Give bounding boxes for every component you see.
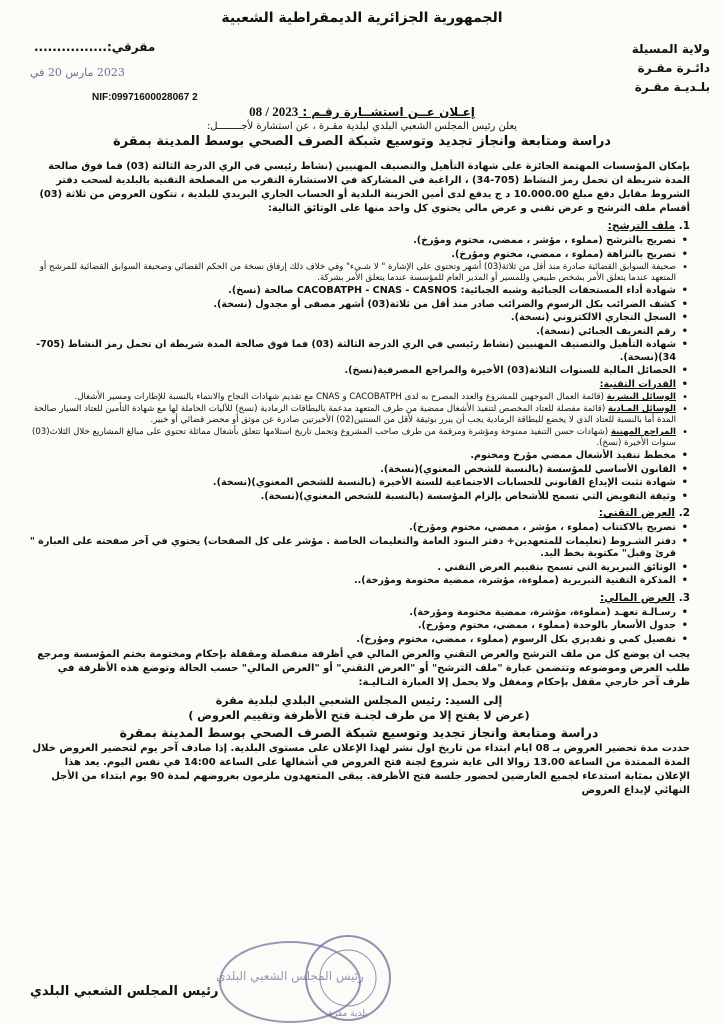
list-item <box>28 404 676 426</box>
notice-title <box>0 104 724 120</box>
subheading: الوسائل المـادية <box>607 404 676 414</box>
section-candidacy-heading <box>28 219 690 234</box>
list-item: • تفصيل كمي و تقديري بكل الرسوم (مملوء ، ممضي، مختوم ومؤرخ). <box>28 634 676 647</box>
section-financial-heading <box>28 591 690 606</box>
list-item: • تصريح بالترشح (مملوء ، مؤشر ، ممضي، مختوم ومؤرخ). <box>28 235 676 248</box>
notice-intro: يعلن رئيس المجلس الشعبي البلدي لبلدية مقـرة ، عن استشارة لأجــــــــل: <box>206 121 518 132</box>
project-title: دراسة ومتابعة وانجاز تجديد وتوسيع شبكة الصرف الصحي بوسط المدينة بمقرة <box>113 134 611 149</box>
seal-commune-text: بلدية مقرة <box>328 1009 368 1019</box>
item-text: (شهادات حسن التنفيذ ممنوحة ومؤشرة ومرقمة من طرف صاحب المشروع وتحمل تاريخ استلامها تتعلق بأشغال مماثلة تحتوي على مبالغ المشاريع خلال الثلاث(03) سنوات الأخيرة (نسخ). <box>31 427 676 448</box>
candidacy-list <box>28 235 690 503</box>
seat-field: مقرقي:................ <box>34 40 156 54</box>
list-item: • تصريح بالنزاهة (مملوء ، ممضي، مختوم ومؤرخ). <box>28 249 676 262</box>
nif-number: NIF:09971600028067 2 <box>92 92 198 103</box>
project-title-repeat: دراسة ومتابعة وانجاز تجديد وتوسيع شبكة الصرف الصحي بوسط المدينة بمقرة <box>119 725 599 740</box>
commune: بلـديـة مقـرة <box>634 80 710 94</box>
list-item <box>28 392 676 403</box>
subheading: المراجع المهنية <box>610 427 676 437</box>
subheading: الوسائل البشرية <box>606 392 676 402</box>
section-number: 3. <box>678 591 690 604</box>
list-item: • وثيقة التفويض التي تسمح للأشخاص بإلزام المؤسسة (بالنسبة للشخص المعنوي)(نسخة). <box>28 491 676 504</box>
do-not-open-note: (عرض لا يفتح إلا من طرف لجنـة فتح الأظرفة وتقييم العروض ) <box>188 709 530 722</box>
notice-body <box>28 160 690 798</box>
list-item: • جدول الأسعار بالوحدة (مملوء ، ممضي، مختوم ومؤرخ). <box>28 620 676 633</box>
list-item: • السجل التجاري الالكتروني (نسخة). <box>28 312 676 325</box>
addressee: إلى السيد: رئيس المجلس الشعبي البلدي لبلدية مقرة <box>215 694 503 707</box>
section-technical-heading <box>28 506 690 521</box>
list-item: • القانون الأساسي للمؤسسة (بالنسبة للشخص المعنوي)(نسخة). <box>28 464 676 477</box>
list-item: • الحصائل المالية للسنوات الثلاثة(03) الأخيرة والمراجع المصرفية(نسخ). <box>28 365 676 378</box>
section-title: ملف الترشح: <box>607 220 676 232</box>
section-title: العرض المالي: <box>599 591 676 604</box>
list-item: • شهادة تثبت الإيداع القانوني للحسابات الاجتماعية للسنة الأخيرة (بالنسبة للشخص المعنوي)(نسخة). <box>28 477 676 490</box>
notice-title-text: إعـلان عــن استشــارة رقـم : <box>298 105 475 119</box>
list-item: • رقم التعريف الجبائي (نسخة). <box>28 326 676 339</box>
list-item: • صحيفة السوابق القضائية صادرة منذ أقل من ثلاثة(03) أشهر وتحتوي على الإشارة " لا شـيء" وفي خلاف ذلك إرفاق نسخة من الحكم القضائي وصحيفة السوابق القضائية للمرشح أو المتعهد عندما يتعلق الأمر بشخص طبيعي وللمسير أو المدير العام للمؤسسة عندما يتعلق الأمر بشركة. <box>28 262 676 284</box>
section-title: العرض التقني: <box>598 507 676 519</box>
list-item <box>28 379 676 392</box>
list-item: • المذكرة التقنية التبريرية (مملوءة، مؤشرة، ممضية مختومة ومؤرخة).. <box>28 575 676 588</box>
deadline-paragraph: حددت مدة تحضير العروض بـ 08 ايام ابتداء من تاريخ اول نشر لهذا الإعلان على مستوى البلدية. إذا صادف آخر يوم لتحضير العروض خلال المدة الممتدة من الساعة 13.00 زوالا الى غاية شروع لجنة فتح العروض في أشغالها على الساعة 14:00 في نفس اليوم. يعد هذا الإعلان بمثابة استدعاء لجميع العارضين لحضور جلسة فتح الأظرفة. يبقى المتعهدون ملزمون بعروضهم لمدة 90 يوم ابتداء من الأجل النهائي لإيداع العروض <box>32 743 690 796</box>
technical-list <box>28 522 690 588</box>
list-item: • شهادة التأهيل والتصنيف المهنيين (نشاط رئيسي في الري الدرجة الثالثة (03) فما فوق صالحة المدة شريطة ان تحمل رمز النشاط (705-34)(نسخة). <box>28 339 676 364</box>
section-number: 2. <box>678 507 690 519</box>
list-item: • كشف الضرائب بكل الرسوم والضرائب صادر منذ أقل من ثلاثة(03) أشهر مصفى أو مجدول (نسخة). <box>28 299 676 312</box>
list-item: • الوثائق التبريرية التي تسمح بتقييم العرض التقني . <box>28 562 676 575</box>
section-number: 1. <box>678 220 690 232</box>
list-item: • تصريح بالاكتتاب (مملوء ، مؤشر ، ممضي، مختوم ومؤرخ). <box>28 522 676 535</box>
republic-header: الجمهورية الجزائرية الديمقراطية الشعبية <box>221 10 503 26</box>
date-stamp: 2023 مارس 20 في <box>30 66 125 79</box>
eligibility-paragraph: بإمكان المؤسسات المهتمة الحائزة على شهادة التأهيل والتصنيف المهنيين (نشاط رئيسي في الري الدرجة الثالثة (03) فما فوق صالحة المدة شريطة ان تحمل رمز النشاط (705-34) ، الراغبة في المشاركة في الاستشارة التقرب من المصلحة التقنية بالبلدية لسحب دفتر الشروط مقابل دفع مبلغ 10.000.00 د ج يدفع لدى أمين الخزينة البلدية أو الحساب الجاري البريدي للبلدية ، تتكون العروض من ثلاثة (03) أقسام ملف الترشح و عرض تقني و عرض مالي يحتوي كل واحد منها على الوثائق التالية: <box>39 161 690 214</box>
stamp-text: رئيس المجلس الشعبي البلدي <box>216 969 364 983</box>
list-item: • رسـالـة تعهـد (مملوءة، مؤشرة، ممضية مختومة ومؤرخة). <box>28 607 676 620</box>
list-item: • دفتر الشـروط (تعليمات للمتعهدين+ دفتر البنود العامة والتعليمات الخاصة . مؤشر على كل الصفحات) يحتوي في آخر صفحته على العبارة " قرئ وقبل" مكتوبة بخط اليد. <box>28 536 676 561</box>
list-item <box>28 427 676 449</box>
financial-list <box>28 607 690 647</box>
item-text: (قائمة مفصلة للعتاد المخصص لتنفيذ الأشغال ممضية من طرف المتعهد مدعمة بالبطاقات الرمادية (نسخ) للآليات الحاملة لها مع شهادة التأمين للعتاد السيار صالحة المدة أما بالنسبة للعتاد الذي لا يخضع للبطاقة الرمادية يجب أن يبرر بوثيقة لأقل من السنتين(02) الأخيرتين صادرة عن موثق أو محضر قضائي أو خبير. <box>33 404 676 425</box>
wilaya: ولاية المسيلة <box>631 42 710 56</box>
list-item: • مخطط تنفيذ الأشغال ممضي مؤرخ ومختوم. <box>28 450 676 463</box>
list-item: • شهادة أداء المستحقات الجبائية وشبه الجبائية: CACOBATPH - CNAS - CASNOS صالحة (نسخ). <box>28 285 676 298</box>
signatory-title: رئيس المجلس الشعبي البلدي <box>30 984 219 999</box>
daira: دائـرة مقـرة <box>637 61 710 75</box>
notice-number: 2023 / 08 <box>249 104 299 119</box>
submission-paragraph: يجب ان يوضع كل من ملف الترشح والعرض التقني والعرض المالي في أظرفة منفصلة ومقفلة بإحكام ومختومة بختم المؤسسة ومرجع طلب العرض وموضوعه وتتضمن عبارة "ملف الترشح" أو "العرض التقني" أو "العرض المالي" حسب الحالة وتوضع هذه الأظرفة في ظرف آخر خارجي مقفل بإحكام ومغفل ولا يحمل إلا العبارة التـاليـة: <box>37 649 690 688</box>
subheading: القدرات التقنية: <box>599 378 676 390</box>
item-text: (قائمة العمال الموجهين للمشروع والعدد المصرح به لدى CACOBATPH و CNAS مع تقديم شهادات النجاح والانتماء بالنسبة للإطارات ومسير الأشغال. <box>74 392 607 402</box>
municipal-seal-icon <box>300 932 396 1024</box>
admin-block <box>540 40 710 97</box>
